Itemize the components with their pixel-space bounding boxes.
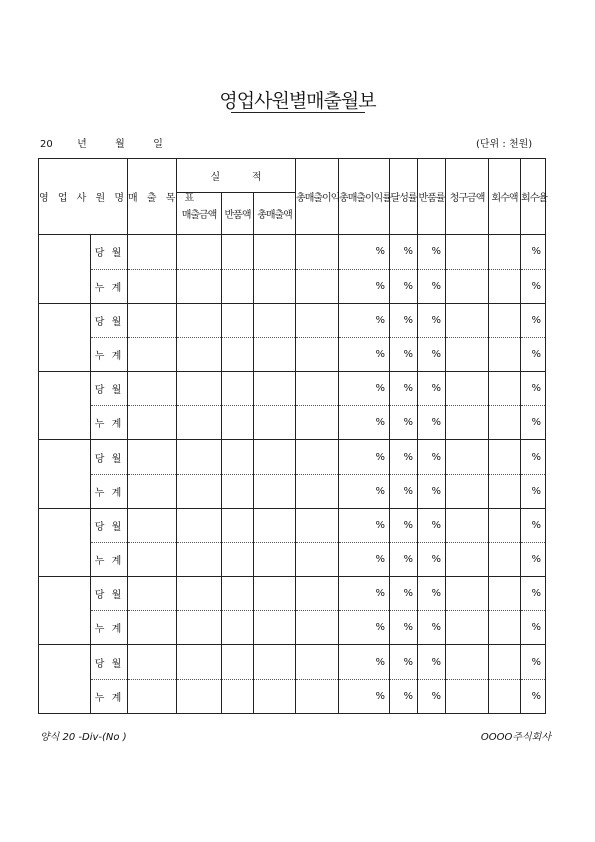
- unit-label: (단위 : 천원): [476, 139, 533, 150]
- sales-amount-cell[interactable]: [177, 440, 222, 474]
- table-row: [39, 611, 546, 645]
- gross-profit-rate-cell[interactable]: %: [339, 577, 390, 611]
- header-total-sales: 총매출액: [254, 193, 296, 235]
- sales-amount-cell[interactable]: [177, 235, 222, 269]
- returns-cell[interactable]: [222, 406, 254, 440]
- salesperson-name-cell[interactable]: [39, 440, 91, 508]
- billed-amount-cell[interactable]: [446, 542, 489, 576]
- sales-target-cell[interactable]: [128, 474, 177, 508]
- returns-cell[interactable]: [222, 269, 254, 303]
- header-gross-profit-rate: 총매출이익률: [339, 159, 390, 235]
- return-rate-cell[interactable]: %: [418, 679, 446, 713]
- header-billed-amount: 청구금액: [446, 159, 489, 235]
- collection-rate-cell[interactable]: %: [521, 508, 546, 542]
- total-sales-cell[interactable]: [254, 474, 296, 508]
- gross-profit-cell[interactable]: [296, 645, 339, 679]
- period-cumulative: 누 계: [91, 337, 128, 371]
- collection-rate-cell[interactable]: %: [521, 372, 546, 406]
- total-sales-cell[interactable]: [254, 440, 296, 474]
- gross-profit-rate-cell[interactable]: %: [339, 474, 390, 508]
- header-sales-target: 매 출 목 표: [128, 159, 177, 235]
- returns-cell[interactable]: [222, 474, 254, 508]
- returns-cell[interactable]: [222, 679, 254, 713]
- sales-amount-cell[interactable]: [177, 679, 222, 713]
- header-return-rate: 반품률: [418, 159, 446, 235]
- gross-profit-rate-cell[interactable]: %: [339, 303, 390, 337]
- table-row: [39, 406, 546, 440]
- sales-amount-cell[interactable]: [177, 337, 222, 371]
- returns-cell[interactable]: [222, 372, 254, 406]
- collected-amount-cell[interactable]: [489, 679, 521, 713]
- gross-profit-cell[interactable]: [296, 269, 339, 303]
- return-rate-cell[interactable]: %: [418, 542, 446, 576]
- period-current-month: 당 월: [91, 508, 128, 542]
- table-row: [39, 474, 546, 508]
- day-label: 일: [153, 139, 163, 150]
- gross-profit-rate-cell[interactable]: %: [339, 645, 390, 679]
- return-rate-cell[interactable]: %: [418, 406, 446, 440]
- total-sales-cell[interactable]: [254, 337, 296, 371]
- period-current-month: 당 월: [91, 303, 128, 337]
- sales-amount-cell[interactable]: [177, 269, 222, 303]
- period-current-month: 당 월: [91, 645, 128, 679]
- collected-amount-cell[interactable]: [489, 508, 521, 542]
- report-date-line: [40, 135, 163, 150]
- collected-amount-cell[interactable]: [489, 577, 521, 611]
- return-rate-cell[interactable]: %: [418, 645, 446, 679]
- table-row: [39, 542, 546, 576]
- period-current-month: 당 월: [91, 440, 128, 474]
- returns-cell[interactable]: [222, 645, 254, 679]
- collection-rate-cell[interactable]: %: [521, 611, 546, 645]
- gross-profit-cell[interactable]: [296, 679, 339, 713]
- header-gross-profit: 총매출이익: [296, 159, 339, 235]
- return-rate-cell[interactable]: %: [418, 235, 446, 269]
- gross-profit-rate-cell[interactable]: %: [339, 508, 390, 542]
- period-cumulative: 누 계: [91, 542, 128, 576]
- month-label: 월: [115, 139, 125, 150]
- total-sales-cell[interactable]: [254, 508, 296, 542]
- achievement-rate-cell[interactable]: %: [390, 337, 418, 371]
- achievement-rate-cell[interactable]: %: [390, 542, 418, 576]
- sales-target-cell[interactable]: [128, 303, 177, 337]
- gross-profit-cell[interactable]: [296, 474, 339, 508]
- page-title: 영업사원별매출월보: [219, 90, 376, 112]
- sales-target-cell[interactable]: [128, 508, 177, 542]
- return-rate-cell[interactable]: %: [418, 269, 446, 303]
- returns-cell[interactable]: [222, 508, 254, 542]
- collection-rate-cell[interactable]: %: [521, 474, 546, 508]
- gross-profit-cell[interactable]: [296, 235, 339, 269]
- period-current-month: 당 월: [91, 577, 128, 611]
- table-row: [39, 337, 546, 371]
- returns-cell[interactable]: [222, 542, 254, 576]
- gross-profit-cell[interactable]: [296, 372, 339, 406]
- table-row: [39, 679, 546, 713]
- achievement-rate-cell[interactable]: %: [390, 440, 418, 474]
- sales-target-cell[interactable]: [128, 269, 177, 303]
- collection-rate-cell[interactable]: %: [521, 542, 546, 576]
- billed-amount-cell[interactable]: [446, 440, 489, 474]
- returns-cell[interactable]: [222, 611, 254, 645]
- collected-amount-cell[interactable]: [489, 269, 521, 303]
- gross-profit-cell[interactable]: [296, 508, 339, 542]
- year-prefix: 20: [40, 139, 53, 150]
- sales-target-cell[interactable]: [128, 577, 177, 611]
- billed-amount-cell[interactable]: [446, 577, 489, 611]
- salesperson-name-cell[interactable]: [39, 508, 91, 576]
- return-rate-cell[interactable]: %: [418, 577, 446, 611]
- sales-amount-cell[interactable]: [177, 645, 222, 679]
- collected-amount-cell[interactable]: [489, 235, 521, 269]
- gross-profit-rate-cell[interactable]: %: [339, 337, 390, 371]
- table-row: [39, 440, 546, 474]
- return-rate-cell[interactable]: %: [418, 303, 446, 337]
- sales-target-cell[interactable]: [128, 645, 177, 679]
- gross-profit-rate-cell[interactable]: %: [339, 440, 390, 474]
- gross-profit-rate-cell[interactable]: %: [339, 269, 390, 303]
- sales-report-table: [38, 158, 546, 714]
- billed-amount-cell[interactable]: [446, 269, 489, 303]
- collected-amount-cell[interactable]: [489, 303, 521, 337]
- form-code: 양식 20 -Div-(No ): [40, 732, 127, 743]
- achievement-rate-cell[interactable]: %: [390, 474, 418, 508]
- return-rate-cell[interactable]: %: [418, 337, 446, 371]
- period-cumulative: 누 계: [91, 474, 128, 508]
- sales-amount-cell[interactable]: [177, 372, 222, 406]
- return-rate-cell[interactable]: %: [418, 372, 446, 406]
- sales-amount-cell[interactable]: [177, 406, 222, 440]
- return-rate-cell[interactable]: %: [418, 611, 446, 645]
- header-collected-amount: 회수액: [489, 159, 521, 235]
- billed-amount-cell[interactable]: [446, 303, 489, 337]
- collected-amount-cell[interactable]: [489, 645, 521, 679]
- collection-rate-cell[interactable]: %: [521, 235, 546, 269]
- sales-amount-cell[interactable]: [177, 611, 222, 645]
- header-actual: 실 적: [177, 159, 296, 193]
- header-returns: 반품액: [222, 193, 254, 235]
- gross-profit-rate-cell[interactable]: %: [339, 611, 390, 645]
- gross-profit-cell[interactable]: [296, 611, 339, 645]
- billed-amount-cell[interactable]: [446, 508, 489, 542]
- returns-cell[interactable]: [222, 577, 254, 611]
- gross-profit-rate-cell[interactable]: %: [339, 542, 390, 576]
- collected-amount-cell[interactable]: [489, 474, 521, 508]
- returns-cell[interactable]: [222, 440, 254, 474]
- sales-amount-cell[interactable]: [177, 474, 222, 508]
- sales-amount-cell[interactable]: [177, 577, 222, 611]
- achievement-rate-cell[interactable]: %: [390, 577, 418, 611]
- total-sales-cell[interactable]: [254, 406, 296, 440]
- table-row: [39, 303, 546, 337]
- total-sales-cell[interactable]: [254, 372, 296, 406]
- achievement-rate-cell[interactable]: %: [390, 303, 418, 337]
- achievement-rate-cell[interactable]: %: [390, 679, 418, 713]
- achievement-rate-cell[interactable]: %: [390, 645, 418, 679]
- sales-target-cell[interactable]: [128, 542, 177, 576]
- collection-rate-cell[interactable]: %: [521, 303, 546, 337]
- collection-rate-cell[interactable]: %: [521, 269, 546, 303]
- returns-cell[interactable]: [222, 337, 254, 371]
- period-current-month: 당 월: [91, 372, 128, 406]
- salesperson-name-cell[interactable]: [39, 235, 91, 303]
- total-sales-cell[interactable]: [254, 235, 296, 269]
- gross-profit-rate-cell[interactable]: %: [339, 372, 390, 406]
- sales-target-cell[interactable]: [128, 372, 177, 406]
- gross-profit-cell[interactable]: [296, 577, 339, 611]
- sales-target-cell[interactable]: [128, 235, 177, 269]
- total-sales-cell[interactable]: [254, 679, 296, 713]
- sales-target-cell[interactable]: [128, 337, 177, 371]
- achievement-rate-cell[interactable]: %: [390, 406, 418, 440]
- achievement-rate-cell[interactable]: %: [390, 508, 418, 542]
- sales-amount-cell[interactable]: [177, 542, 222, 576]
- period-cumulative: 누 계: [91, 679, 128, 713]
- period-cumulative: 누 계: [91, 406, 128, 440]
- sales-target-cell[interactable]: [128, 679, 177, 713]
- collected-amount-cell[interactable]: [489, 542, 521, 576]
- billed-amount-cell[interactable]: [446, 337, 489, 371]
- gross-profit-rate-cell[interactable]: %: [339, 235, 390, 269]
- return-rate-cell[interactable]: %: [418, 508, 446, 542]
- company-name: OOOO주식회사: [480, 732, 551, 743]
- salesperson-name-cell[interactable]: [39, 303, 91, 371]
- gross-profit-cell[interactable]: [296, 406, 339, 440]
- total-sales-cell[interactable]: [254, 303, 296, 337]
- billed-amount-cell[interactable]: [446, 611, 489, 645]
- total-sales-cell[interactable]: [254, 542, 296, 576]
- sales-target-cell[interactable]: [128, 440, 177, 474]
- sales-target-cell[interactable]: [128, 611, 177, 645]
- gross-profit-rate-cell[interactable]: %: [339, 406, 390, 440]
- total-sales-cell[interactable]: [254, 577, 296, 611]
- collection-rate-cell[interactable]: %: [521, 406, 546, 440]
- collection-rate-cell[interactable]: %: [521, 577, 546, 611]
- table-row: [39, 372, 546, 406]
- salesperson-name-cell[interactable]: [39, 577, 91, 645]
- gross-profit-cell[interactable]: [296, 337, 339, 371]
- gross-profit-rate-cell[interactable]: %: [339, 679, 390, 713]
- period-cumulative: 누 계: [91, 269, 128, 303]
- total-sales-cell[interactable]: [254, 645, 296, 679]
- table-row: [39, 645, 546, 679]
- return-rate-cell[interactable]: %: [418, 474, 446, 508]
- gross-profit-cell[interactable]: [296, 303, 339, 337]
- header-salesperson: 영 업 사 원 명: [39, 159, 128, 235]
- billed-amount-cell[interactable]: [446, 406, 489, 440]
- sales-amount-cell[interactable]: [177, 508, 222, 542]
- period-current-month: 당 월: [91, 235, 128, 269]
- collected-amount-cell[interactable]: [489, 406, 521, 440]
- return-rate-cell[interactable]: %: [418, 440, 446, 474]
- table-row: [39, 577, 546, 611]
- collected-amount-cell[interactable]: [489, 440, 521, 474]
- returns-cell[interactable]: [222, 303, 254, 337]
- collection-rate-cell[interactable]: %: [521, 337, 546, 371]
- billed-amount-cell[interactable]: [446, 372, 489, 406]
- achievement-rate-cell[interactable]: %: [390, 611, 418, 645]
- year-label: 년: [77, 139, 87, 150]
- header-achievement-rate: 달성률: [390, 159, 418, 235]
- header-sales-amount: 매출금액: [177, 193, 222, 235]
- collected-amount-cell[interactable]: [489, 372, 521, 406]
- achievement-rate-cell[interactable]: %: [390, 269, 418, 303]
- collected-amount-cell[interactable]: [489, 611, 521, 645]
- returns-cell[interactable]: [222, 235, 254, 269]
- salesperson-name-cell[interactable]: [39, 372, 91, 440]
- achievement-rate-cell[interactable]: %: [390, 235, 418, 269]
- achievement-rate-cell[interactable]: %: [390, 372, 418, 406]
- billed-amount-cell[interactable]: [446, 235, 489, 269]
- table-row: [39, 269, 546, 303]
- total-sales-cell[interactable]: [254, 611, 296, 645]
- sales-target-cell[interactable]: [128, 406, 177, 440]
- collected-amount-cell[interactable]: [489, 337, 521, 371]
- gross-profit-cell[interactable]: [296, 542, 339, 576]
- table-row: [39, 235, 546, 269]
- header-collection-rate: 회수율: [521, 159, 546, 235]
- total-sales-cell[interactable]: [254, 269, 296, 303]
- salesperson-name-cell[interactable]: [39, 645, 91, 714]
- billed-amount-cell[interactable]: [446, 474, 489, 508]
- period-cumulative: 누 계: [91, 611, 128, 645]
- table-row: [39, 508, 546, 542]
- collection-rate-cell[interactable]: %: [521, 645, 546, 679]
- title-underline: [231, 112, 365, 113]
- billed-amount-cell[interactable]: [446, 645, 489, 679]
- sales-amount-cell[interactable]: [177, 303, 222, 337]
- collection-rate-cell[interactable]: %: [521, 440, 546, 474]
- collection-rate-cell[interactable]: %: [521, 679, 546, 713]
- gross-profit-cell[interactable]: [296, 440, 339, 474]
- billed-amount-cell[interactable]: [446, 679, 489, 713]
